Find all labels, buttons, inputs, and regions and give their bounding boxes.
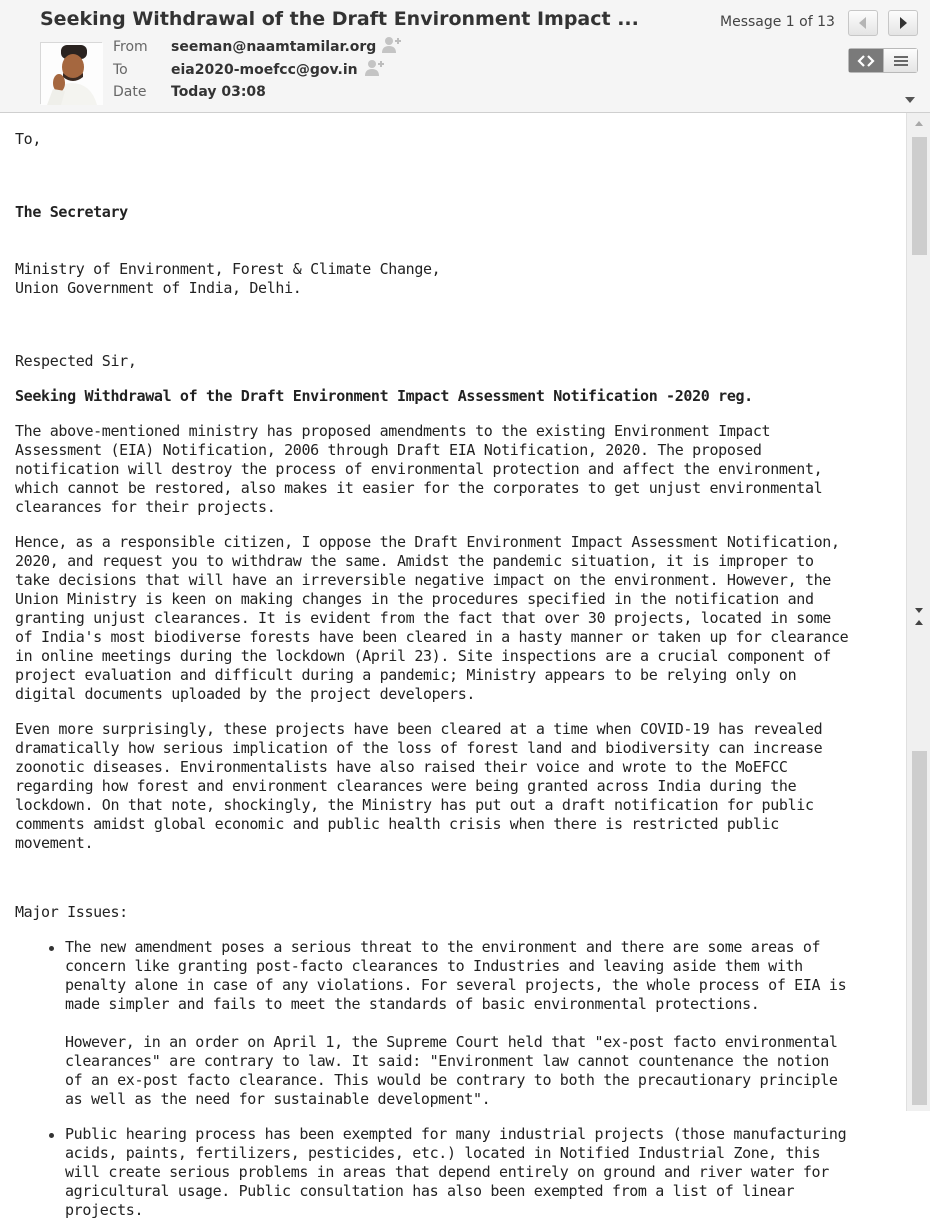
recipient-address: Ministry of Environment, Forest & Climate Change, Union Government of India, Delhi. bbox=[15, 260, 441, 297]
issues-heading: Major Issues: bbox=[15, 903, 128, 921]
date-value: Today 03:08 bbox=[171, 84, 266, 100]
message-subject: Seeking Withdrawal of the Draft Environment Impact ... bbox=[40, 8, 639, 30]
scroll-thumb[interactable] bbox=[912, 751, 927, 1105]
subject-line: Seeking Withdrawal of the Draft Environment Impact Assessment Notification -2020 reg. bbox=[15, 387, 753, 405]
chevron-down-icon[interactable] bbox=[904, 96, 916, 104]
paragraph-1: The above-mentioned ministry has proposed amendments to the existing Environment Impact Assessment (EIA) Notification, 2006 through Draft EIA Notification, 2020. The proposed notification will destroy the process of environmental protection and affect the environment, which cannot be restored, also makes it easier for the corporates to get unjust environmental clearances for their projects. bbox=[15, 422, 823, 516]
date-label: Date bbox=[113, 84, 147, 100]
spacer bbox=[15, 869, 906, 903]
scroll-thumb[interactable] bbox=[912, 137, 927, 255]
message-body bbox=[0, 113, 906, 1219]
salutation: To, bbox=[15, 130, 42, 148]
scroll-down-arrow-icon[interactable] bbox=[914, 607, 924, 615]
arrow-left-icon bbox=[858, 17, 868, 29]
issue-followup: However, in an order on April 1, the Supreme Court held that "ex-post facto environmental clearances" are contrary to law. It said: "Environment law cannot countenance the notion of an ex-post facto clearance. This would be contrary to both the precautionary principle as well as the need for sustainable development". bbox=[65, 1033, 838, 1108]
list-item bbox=[47, 1125, 906, 1220]
code-brackets-icon bbox=[858, 55, 874, 67]
view-toggle[interactable] bbox=[848, 48, 918, 73]
previous-message-button[interactable] bbox=[848, 10, 878, 36]
message-counter: Message 1 of 13 bbox=[720, 14, 835, 30]
from-address[interactable]: seeman@naamtamilar.org bbox=[171, 39, 377, 55]
greeting: Respected Sir, bbox=[15, 352, 137, 370]
arrow-right-icon bbox=[898, 17, 908, 29]
paragraph-2: Hence, as a responsible citizen, I oppose the Draft Environment Impact Assessment Notification, 2020, and request you to withdraw the same. Amidst the pandemic situation, it is improper to take decisions that will have an irreversible negative impact on the environment. However, the Union Ministry is keen on making changes in the procedures specified in the notification and granting unjust clearances. It is evident from the fact that over 30 projects, located in some of India's most biodiverse forests have been cleared in a hasty manner or taken up for clearance in online meetings during the lockdown (April 23). Site inspections are a crucial component of project evaluation and difficult during a pandemic; Ministry appears to be relying only on digital documents uploaded by the project developers. bbox=[15, 533, 849, 703]
sender-avatar[interactable] bbox=[40, 42, 102, 104]
issue-text: The new amendment poses a serious threat to the environment and there are some areas of concern like granting post-facto clearances to Industries and leaving aside them with penalty alone in case of any violations. For several projects, the whole process of EIA is made simpler and fails to meet the standards of basic environmental protections. bbox=[65, 938, 847, 1013]
add-contact-icon[interactable] bbox=[381, 36, 403, 54]
scroll-up-arrow-icon[interactable] bbox=[914, 618, 924, 626]
to-address[interactable]: eia2020-moefcc@gov.in bbox=[171, 62, 358, 78]
list-item bbox=[47, 938, 906, 1109]
paragraph-3: Even more surprisingly, these projects have been cleared at a time when COVID-19 has revealed dramatically how serious implication of the loss of forest land and biodiversity can increase zoonotic diseases. Environmentalists have also raised their voice and wrote to the MoEFCC regarding how forest and environment clearances were being granted across India during the lockdown. On that note, shockingly, the Ministry has put out a draft notification for public comments amidst global economic and public health crisis when there is restricted public movement. bbox=[15, 720, 823, 852]
message-header bbox=[0, 0, 930, 113]
recipient-title: The Secretary bbox=[15, 203, 128, 221]
issues-list bbox=[15, 938, 906, 1220]
vertical-scrollbar[interactable] bbox=[906, 113, 930, 1111]
issue-text: Public hearing process has been exempted for many industrial projects (those manufacturing acids, paints, fertilizers, pesticides, etc.) located in Notified Industrial Zone, this will create serious problems in areas that depend entirely on ground and river water for agricultural usage. Public consultation has also been exempted from a list of linear projects. bbox=[65, 1125, 847, 1219]
add-contact-icon[interactable] bbox=[364, 59, 386, 77]
lines-icon bbox=[893, 55, 909, 67]
source-view-button[interactable] bbox=[849, 49, 883, 72]
from-label: From bbox=[113, 39, 148, 55]
scroll-up-arrow-icon[interactable] bbox=[914, 119, 924, 127]
next-message-button[interactable] bbox=[888, 10, 918, 36]
recipient-block bbox=[15, 165, 906, 336]
text-view-button[interactable] bbox=[883, 49, 918, 72]
to-label: To bbox=[113, 62, 128, 78]
